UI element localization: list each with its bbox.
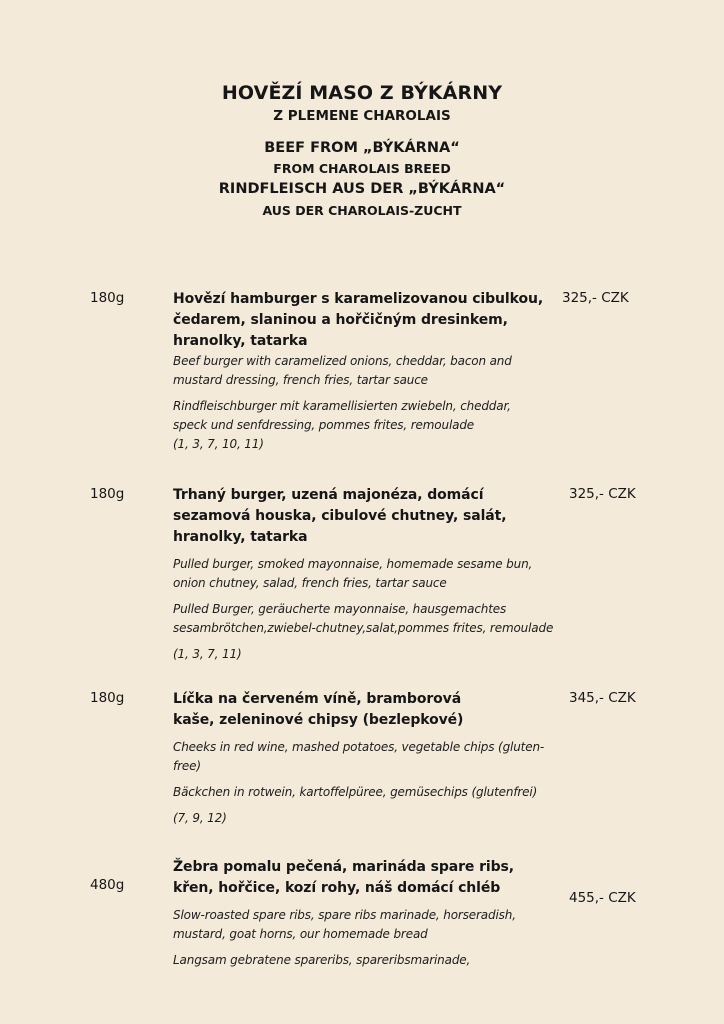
item-price: 345,- CZK <box>569 690 636 706</box>
german-title: RINDFLEISCH AUS DER „BÝKÁRNA“ <box>218 181 506 197</box>
item-description <box>173 689 548 828</box>
item-german: Rindfleischburger mit karamellisierten zwiebeln, cheddar, speck und senfdressing, pommes frites, remoulade <box>173 399 511 432</box>
item-english: Beef burger with caramelized onions, cheddar, bacon and mustard dressing, french fries, tartar sauce <box>173 354 512 387</box>
item-german: Pulled Burger, geräucherte mayonnaise, hausgemachtes sesambrötchen,zwiebel-chutney,salat,pommes frites, remoulade <box>173 602 554 635</box>
item-allergens: (1, 3, 7, 10, 11) <box>173 437 264 451</box>
item-description <box>173 857 548 970</box>
item-english: Pulled burger, smoked mayonnaise, homemade sesame bun, onion chutney, salad, french fries, tartar sauce <box>173 557 533 590</box>
item-english: Slow-roasted spare ribs, spare ribs marinade, horseradish, mustard, goat horns, our homemade bread <box>173 908 516 941</box>
german-subtitle: AUS DER CHAROLAIS-ZUCHT <box>262 203 462 218</box>
item-allergens: (1, 3, 7, 11) <box>173 647 242 661</box>
item-allergens: (7, 9, 12) <box>173 811 227 825</box>
item-name: Trhaný burger, uzená majonéza, domácí sezamová houska, cibulové chutney, salát, hranolky, tatarka <box>173 487 507 545</box>
english-title: BEEF FROM „BÝKÁRNA“ <box>264 140 460 156</box>
section-subtitle: Z PLEMENE CHAROLAIS <box>273 108 451 124</box>
english-subtitle: FROM CHAROLAIS BREED <box>273 161 451 176</box>
section-title: HOVĚZÍ MASO Z BÝKÁRNY <box>221 82 503 104</box>
item-name: Hovězí hamburger s karamelizovanou cibulkou, čedarem, slaninou a hořčičným dresinkem, hranolky, tatarka <box>173 291 544 349</box>
item-weight: 180g <box>90 690 125 706</box>
item-weight: 480g <box>90 877 125 893</box>
item-weight: 180g <box>90 290 125 306</box>
menu-header <box>0 80 724 221</box>
item-weight: 180g <box>90 486 125 502</box>
item-name: Žebra pomalu pečená, marináda spare ribs, křen, hořčice, kozí rohy, náš domácí chléb <box>173 859 514 896</box>
item-price: 455,- CZK <box>569 890 636 906</box>
item-german: Bäckchen in rotwein, kartoffelpüree, gemüsechips (glutenfrei) <box>173 785 538 799</box>
item-description <box>173 485 558 664</box>
item-description <box>173 289 553 454</box>
item-price: 325,- CZK <box>569 486 636 502</box>
item-english: Cheeks in red wine, mashed potatoes, vegetable chips (gluten-free) <box>173 740 545 773</box>
item-price: 325,- CZK <box>562 290 629 306</box>
item-german: Langsam gebratene spareribs, spareribsmarinade, <box>173 953 471 967</box>
item-name: Líčka na červeném víně, bramborová kaše, zeleninové chipsy (bezlepkové) <box>173 691 464 728</box>
